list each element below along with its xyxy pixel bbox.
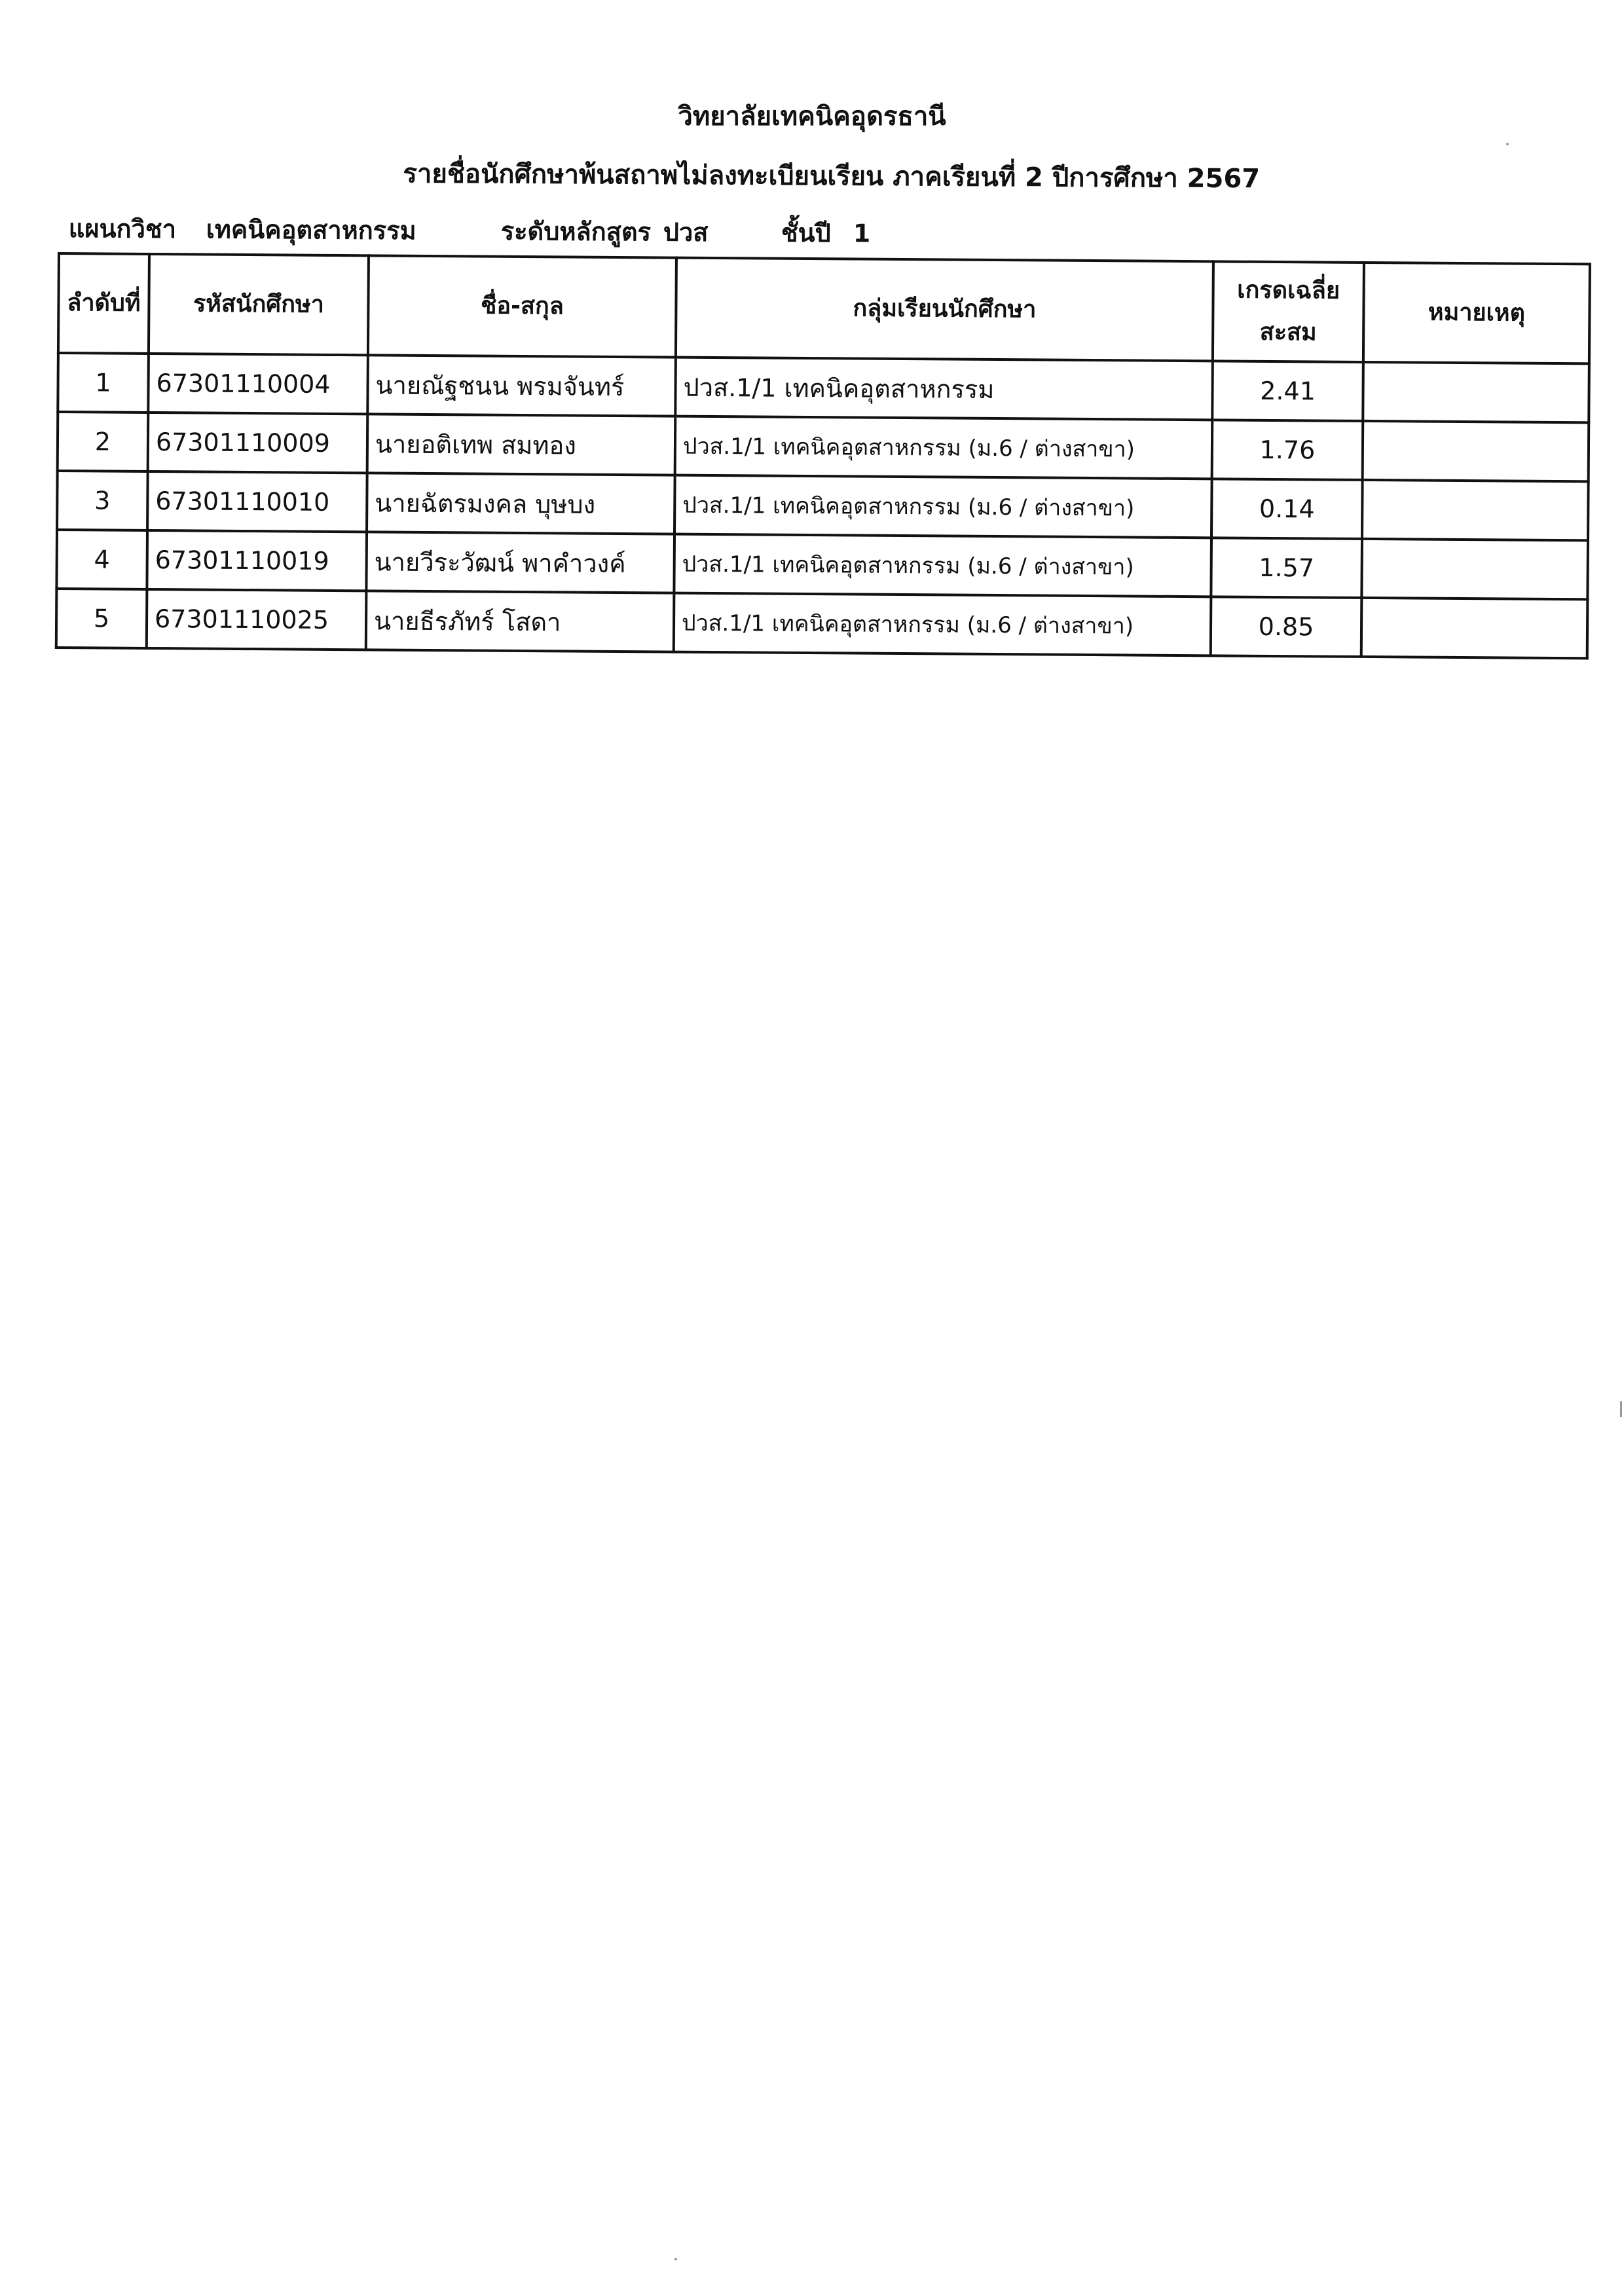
header-gpa-line1: เกรดเฉลี่ย	[1237, 276, 1340, 304]
college-name: วิทยาลัยเทคนิคอุดรธานี	[678, 101, 946, 132]
scan-speck	[1620, 1401, 1622, 1417]
cell-name: นายณัฐชนน พรมจันทร์	[367, 355, 676, 416]
header-gpa	[1213, 261, 1364, 362]
header-group: กลุ่มเรียนนักศึกษา	[676, 258, 1213, 361]
department-label: แผนกวิชา	[68, 213, 177, 244]
cell-remark	[1362, 480, 1589, 540]
table-row	[57, 471, 1589, 540]
document-title: รายชื่อนักศึกษาพ้นสถาพไม่ลงทะเบียนเรียน ภาคเรียนที่ 2 ปีการศึกษา 2567	[403, 158, 1261, 194]
scan-speck	[1506, 143, 1509, 145]
cell-student-id: 67301110025	[147, 589, 367, 650]
table-header-row	[58, 253, 1590, 363]
table-row	[58, 412, 1589, 481]
year-value: 1	[853, 219, 871, 248]
year-label: ชั้นปี	[781, 218, 831, 248]
cell-group: ปวส.1/1 เทคนิคอุตสาหกรรม (ม.6 / ต่างสาขา)	[674, 593, 1211, 656]
scan-speck	[674, 2258, 677, 2260]
cell-group: ปวส.1/1 เทคนิคอุตสาหกรรม (ม.6 / ต่างสาขา)	[675, 416, 1213, 479]
cell-gpa: 2.41	[1212, 361, 1363, 421]
cell-name: นายอติเทพ สมทอง	[367, 414, 676, 475]
cell-group: ปวส.1/1 เทคนิคอุตสาหกรรม (ม.6 / ต่างสาขา)	[674, 534, 1211, 597]
cell-student-id: 67301110004	[148, 354, 368, 414]
table-row	[58, 353, 1589, 422]
cell-no: 3	[57, 471, 148, 530]
cell-student-id: 67301110019	[147, 530, 367, 591]
table-row	[56, 589, 1588, 658]
cell-group: ปวส.1/1 เทคนิคอุตสาหกรรม	[675, 358, 1213, 420]
cell-remark	[1363, 421, 1589, 481]
student-table-wrapper	[55, 252, 1591, 659]
level-label: ระดับหลักสูตร	[500, 217, 652, 247]
cell-gpa: 1.57	[1211, 538, 1362, 598]
cell-no: 4	[56, 530, 147, 589]
student-table	[55, 252, 1591, 659]
header-gpa-line2: สะสม	[1259, 318, 1317, 346]
level-value: ปวส	[663, 217, 709, 247]
cell-remark	[1363, 362, 1589, 422]
cell-gpa: 0.85	[1211, 597, 1362, 657]
cell-no: 1	[58, 353, 149, 413]
header-remark: หมายเหตุ	[1363, 263, 1590, 363]
department-value: เทคนิคอุตสาหกรรม	[206, 215, 416, 246]
cell-no: 2	[58, 412, 149, 471]
cell-remark	[1361, 539, 1588, 599]
cell-remark	[1361, 598, 1588, 658]
cell-student-id: 67301110009	[148, 413, 368, 473]
subheader	[69, 208, 879, 253]
cell-gpa: 0.14	[1211, 479, 1363, 539]
cell-name: นายธีรภัทร์ โสดา	[366, 591, 674, 652]
cell-gpa: 1.76	[1212, 420, 1363, 480]
cell-no: 5	[56, 589, 147, 648]
cell-name: นายฉัตรมงคล บุษบง	[367, 473, 675, 534]
table-body	[56, 353, 1589, 658]
header-name: ชื่อ-สกุล	[368, 255, 676, 357]
header-no: ลำดับที่	[58, 253, 149, 354]
table-row	[56, 530, 1588, 599]
cell-name: นายวีระวัฒน์ พาคำวงค์	[366, 532, 674, 593]
header-student-id: รหัสนักศึกษา	[149, 254, 369, 355]
cell-student-id: 67301110010	[147, 471, 367, 532]
cell-group: ปวส.1/1 เทคนิคอุตสาหกรรม (ม.6 / ต่างสาขา)	[674, 475, 1212, 538]
